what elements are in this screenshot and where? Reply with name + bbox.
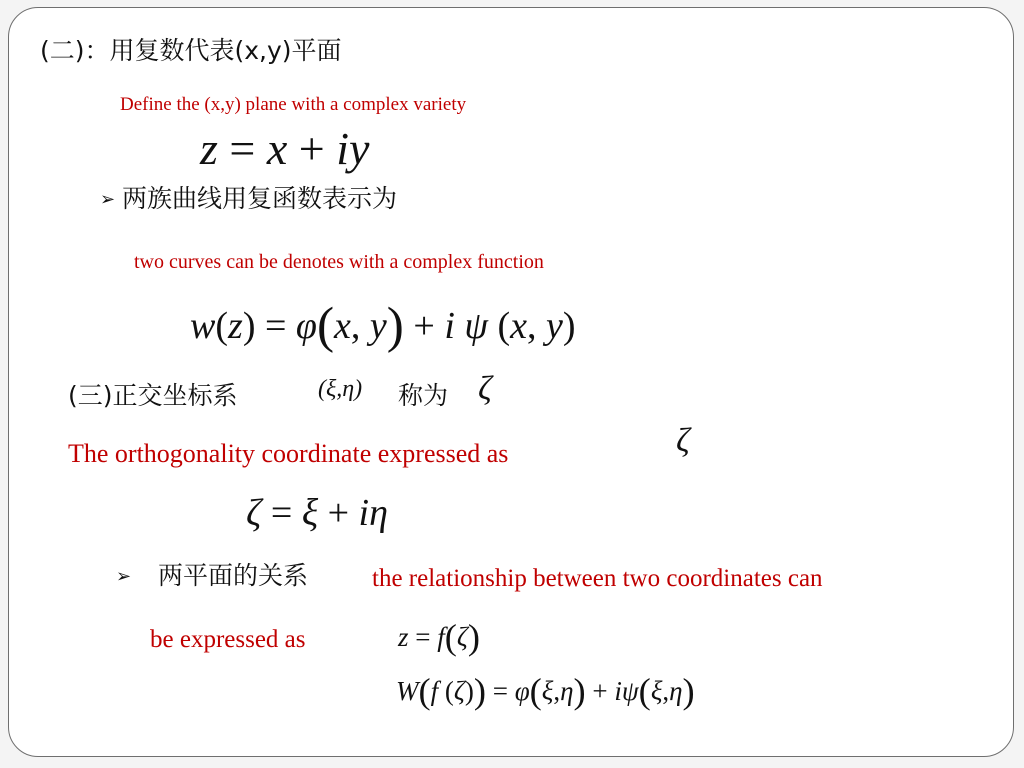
relation-description-line1: the relationship between two coordinates can (372, 565, 823, 592)
bullet-icon: ➢ (100, 189, 116, 210)
formula-zeta-equals-xi-plus-i-eta: ζ = ξ + iη (246, 492, 388, 534)
formula-z-equals-f-zeta: z = f(ζ) (398, 617, 480, 657)
coordinate-symbol: (ξ,η) (318, 376, 363, 402)
section2-heading: (二)：用复数代表(x,y)平面 (40, 36, 342, 65)
bullet-icon: ➢ (116, 566, 132, 587)
relation-text: 两平面的关系 (158, 561, 309, 590)
zeta-symbol-right: ζ (676, 422, 690, 459)
formula-w-of-z: w(z) = φ(x, y) + i ψ (x, y) (190, 297, 576, 354)
families-description: two curves can be denotes with a complex function (134, 251, 544, 273)
section2-description: Define the (x,y) plane with a complex variety (120, 94, 467, 115)
section3-heading: (三)正交坐标系 (68, 381, 238, 410)
zeta-symbol: ζ (478, 370, 492, 407)
families-text: 两族曲线用复函数表示为 (122, 184, 398, 213)
formula-z-equals-x-plus-iy: z = x + iy (200, 123, 370, 174)
relation-description-line2: be expressed as (150, 626, 306, 653)
section3-description: The orthogonality coordinate expressed as (68, 439, 509, 468)
formula-w-f-zeta: W(f (ζ)) = φ(ξ,η) + iψ(ξ,η) (396, 671, 695, 711)
called-text: 称为 (398, 381, 449, 410)
